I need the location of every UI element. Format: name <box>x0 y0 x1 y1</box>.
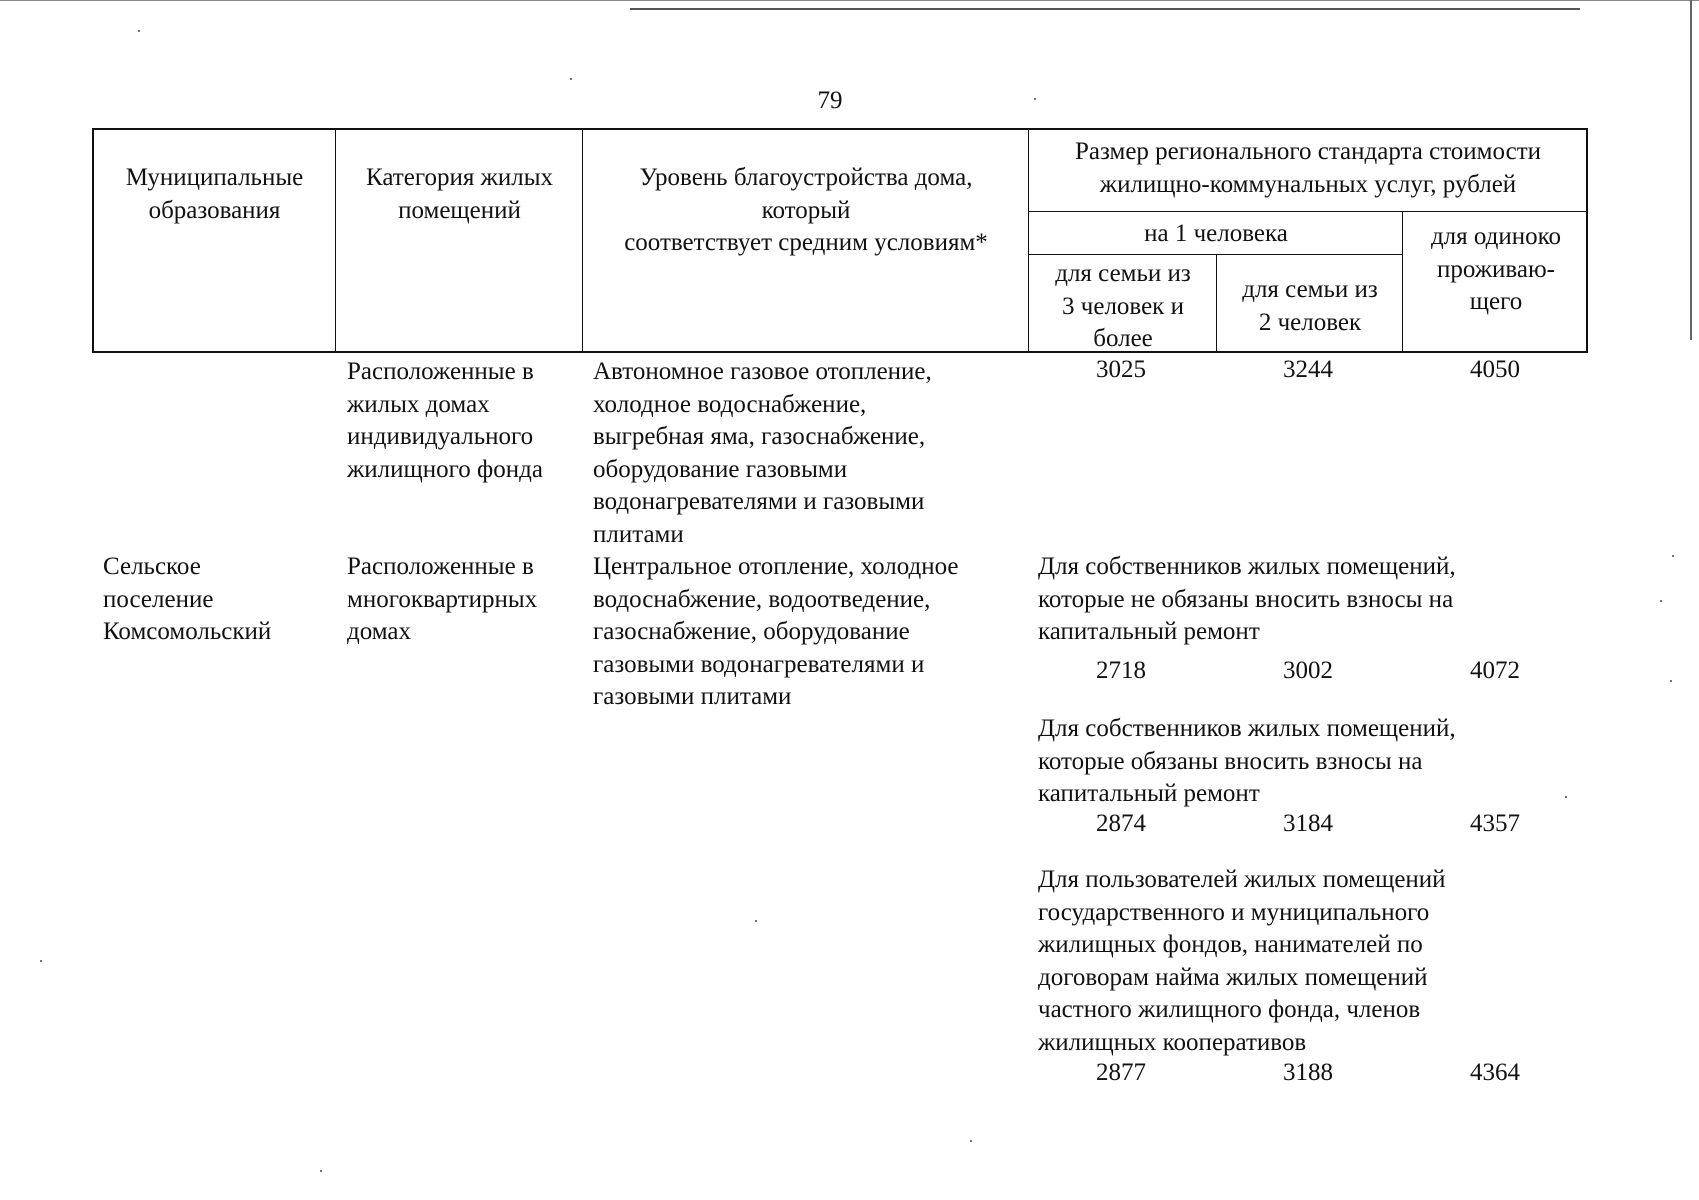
scan-edge-line <box>0 0 1699 1</box>
row1-value-family2: 3244 <box>1283 356 1333 383</box>
cell-line: Расположенные в <box>347 358 534 385</box>
cell-line: жилищных фондов, нанимателей по <box>1038 931 1423 958</box>
group1-value-family3: 2718 <box>1096 657 1146 684</box>
header-text: жилищно-коммунальных услуг, рублей <box>1099 170 1517 198</box>
header-divider-2 <box>582 128 583 353</box>
cell-line: Для собственников жилых помещений, <box>1038 553 1456 580</box>
header-text: щего <box>1469 288 1523 315</box>
cell-line: жилищных кооперативов <box>1038 1028 1307 1056</box>
header-family-2 <box>1218 274 1402 339</box>
header-text: который <box>761 196 851 224</box>
header-divider-h1 <box>1028 211 1588 212</box>
header-per-person: на 1 человека <box>1144 220 1288 247</box>
cell-line: многоквартирных <box>347 585 538 613</box>
cell-line: газовыми плитами <box>593 683 792 710</box>
scan-speck <box>970 1140 972 1142</box>
cell-line: государственного и муниципального <box>1038 898 1430 926</box>
header-text: проживаю- <box>1437 255 1555 283</box>
header-text: соответствует средним условиям* <box>624 229 988 256</box>
cell-line: которые не обязаны вносить взносы на <box>1038 585 1454 613</box>
scan-speck <box>1672 555 1674 557</box>
header-text: 3 человек и <box>1062 292 1184 320</box>
header-text: для семьи из <box>1055 260 1191 287</box>
header-text: образования <box>148 196 281 224</box>
cell-line: домах <box>347 618 411 645</box>
cell-line: Комсомольский <box>103 618 272 645</box>
header-divider-5 <box>1216 254 1217 353</box>
scan-right-edge <box>1690 0 1692 340</box>
group1-value-family2: 3002 <box>1283 657 1333 684</box>
cell-line: выгребная яма, газоснабжение, <box>593 423 926 450</box>
page-number: 79 <box>817 87 843 114</box>
group1-note <box>1038 551 1456 649</box>
cell-line: Для собственников жилых помещений, <box>1038 715 1456 742</box>
cell-line: холодное водоснабжение, <box>593 390 867 418</box>
header-text: для одиноко <box>1430 223 1562 250</box>
cell-line: водонагревателями и газовыми <box>593 488 925 515</box>
header-category <box>337 162 582 227</box>
cell-line: капитальный ремонт <box>1038 780 1260 807</box>
header-standard-size <box>1030 136 1586 201</box>
row2-category <box>347 551 537 649</box>
header-text: Категория жилых <box>366 164 553 191</box>
group1-value-single: 4072 <box>1470 657 1520 684</box>
scan-speck <box>1660 600 1662 602</box>
group3-value-single: 4364 <box>1470 1059 1520 1086</box>
header-text: Размер регионального стандарта стоимости <box>1074 138 1542 165</box>
group3-note <box>1038 864 1446 1059</box>
header-family-3 <box>1030 258 1216 356</box>
cell-line: частного жилищного фонда, членов <box>1038 996 1421 1023</box>
row1-value-family3: 3025 <box>1096 356 1146 383</box>
row1-category <box>347 356 543 486</box>
scan-speck <box>40 960 42 962</box>
cell-line: водоснабжение, водоотведение, <box>593 585 931 613</box>
scan-top-rule <box>630 8 1580 10</box>
cell-line: индивидуального <box>347 423 534 450</box>
header-divider-4 <box>1402 211 1403 353</box>
cell-line: которые обязаны вносить взносы на <box>1038 747 1423 775</box>
row1-value-single: 4050 <box>1470 356 1520 383</box>
header-municipalities <box>94 162 335 227</box>
cell-line: оборудование газовыми <box>593 455 848 483</box>
scan-speck <box>1565 796 1567 798</box>
cell-line: Центральное отопление, холодное <box>593 553 959 580</box>
cell-line: Для пользователей жилых помещений <box>1038 866 1446 893</box>
cell-line: поселение <box>103 585 214 613</box>
cell-line: Автономное газовое отопление, <box>593 358 932 385</box>
header-text: Муниципальные <box>125 164 304 191</box>
header-text: более <box>1093 325 1153 352</box>
group3-value-family2: 3188 <box>1283 1059 1333 1086</box>
header-divider-1 <box>335 128 336 353</box>
header-text: Уровень благоустройства дома, <box>639 164 973 191</box>
scan-speck <box>755 920 757 922</box>
scan-speck <box>138 30 140 32</box>
group2-value-single: 4357 <box>1470 810 1520 837</box>
group3-value-family3: 2877 <box>1096 1059 1146 1086</box>
header-text: для семьи из <box>1242 276 1378 303</box>
row2-municipality <box>103 551 271 649</box>
header-divider-h2 <box>1028 254 1402 255</box>
cell-line: капитальный ремонт <box>1038 618 1260 645</box>
cell-line: газовыми водонагревателями и <box>593 650 925 678</box>
cell-line: Сельское <box>103 553 201 580</box>
cell-line: жилых домах <box>347 390 490 418</box>
group2-value-family3: 2874 <box>1096 810 1146 837</box>
scan-speck <box>320 1170 322 1172</box>
header-text: помещений <box>398 196 521 224</box>
cell-line: Расположенные в <box>347 553 534 580</box>
group2-value-family2: 3184 <box>1283 810 1333 837</box>
row2-comfort-level <box>593 551 959 714</box>
cell-line: газоснабжение, оборудование <box>593 618 910 645</box>
scan-speck <box>1034 98 1036 100</box>
cell-line: жилищного фонда <box>347 455 543 483</box>
header-comfort-level <box>584 162 1028 260</box>
header-divider-3 <box>1028 128 1029 353</box>
scan-speck <box>1670 680 1672 682</box>
header-text: 2 человек <box>1258 308 1362 336</box>
header-single <box>1404 221 1588 319</box>
cell-line: плитами <box>593 520 684 548</box>
cell-line: договорам найма жилых помещений <box>1038 963 1428 991</box>
scan-speck <box>570 78 572 80</box>
row1-comfort-level <box>593 356 932 551</box>
group2-note <box>1038 713 1456 811</box>
